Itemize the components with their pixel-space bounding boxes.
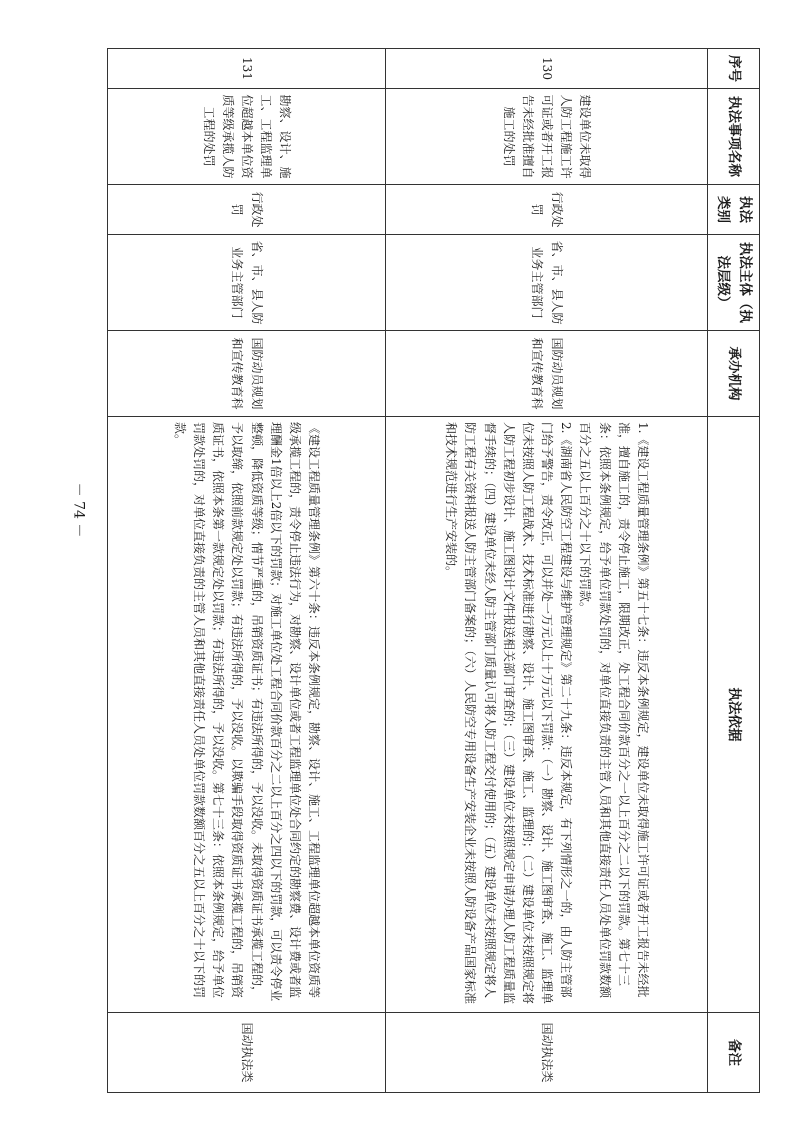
table-row: [108, 49, 386, 1093]
row-130-subject: 省、市、县人防业务主管部门: [386, 235, 708, 331]
row-130-basis-1: 1.《建设工程质量管理条例》第五十七条：违反本条例规定，建设单位未取得施工许可证或者开工报告未经批准，擅自施工的，责令停止施工，限期改正，处工程合同价款百分之一以上百分之二以下的罚款。第七十三条：依照本条例规定，给予单位罚款处罚的，对单位直接负责的主管人员和其他直接责任人员处单位罚款数额百分之五以上百分之十以下的罚款。: [578, 422, 651, 999]
page-number: － 74 －: [70, 482, 87, 538]
row-131-category: 行政处罚: [108, 185, 386, 235]
header-category: 执法类别: [708, 185, 760, 235]
enforcement-table: [107, 48, 760, 1093]
row-131-item: 勘察、设计、施工、工程监理单位超越本单位资质等级承揽人防工程的处罚: [108, 89, 386, 185]
header-org: 承办机构: [708, 331, 760, 417]
row-130-seq: 130: [386, 49, 708, 89]
header-remark: 备注: [708, 1013, 760, 1093]
header-basis: 执法依据: [708, 417, 760, 1013]
rotated-table-container: [108, 48, 760, 1092]
row-130-basis: [386, 417, 708, 1013]
row-131-basis-1: 《建设工程质量管理条例》第六十条：违反本条例规定，勘察、设计、施工、工程监理单位超越本单位资质等级承揽工程的，责令停止违法行为，对勘察、设计单位或者工程监理单位处合同约定的勘察费、设计费或者监理酬金1倍以上2倍以下的罚款；对施工单位处工程合同价款百分之二以上百分之四以下的罚款，可以责令停业整顿，降低资质等级；情节严重的，吊销资质证书；有违法所得的，予以没收。未取得资质证书承揽工程的，予以取缔，依照前款规定处以罚款；有违法所得的，予以没收。以欺骗手段取得资质证书承揽工程的，吊销资质证书，依照本条第一款规定处以罚款；有违法所得的，予以没收。第七十三条：依照本条例规定，给予单位罚款处罚的，对单位直接负责的主管人员和其他直接责任人员处单位罚款数额百分之五以上百分之十以下的罚款。: [172, 422, 322, 1002]
header-seq: 序号: [708, 49, 760, 89]
row-131-org: 国防动员规划和宣传教育科: [108, 331, 386, 417]
table-row: [386, 49, 708, 1093]
row-130-org: 国防动员规划和宣传教育科: [386, 331, 708, 417]
row-130-item: 建设单位未取得人防工程施工许可证或者开工报告未经批准擅自施工的处罚: [386, 89, 708, 185]
row-131-basis: [108, 417, 386, 1013]
header-item: 执法事项名称: [708, 89, 760, 185]
row-131-subject: 省、市、县人防业务主管部门: [108, 235, 386, 331]
row-130-remark: 国动执法类: [386, 1013, 708, 1093]
table-header-row: [708, 49, 760, 1093]
row-130-basis-2: 2.《湖南省人民防空工程建设与维护管理规定》第二十九条：违反本规定，有下列情形之一的，由人防主管部门给予警告，责令改正，可以并处一万元以上十万元以下罚款：（一）勘察、设计、施工图审查、施工、监理单位未按照人防工程战术、技术标准进行勘察、设计、施工图审查、施工、监理的；（二）建设单位未按照规定将人防工程初步设计、施工图设计文件报送相关部门审查的；（三）建设单位未按照规定申请办理人防工程质量监督手续的；（四）建设单位未经人防主管部门质量认可将人防工程交付使用的；（五）建设单位未按照规定将人防工程有关资料报送人防主管部门备案的；（六）人民防空专用设备生产安装企业未按照人防设备产品国家标准和技术规范进行生产安装的。: [444, 422, 574, 1005]
row-130-category: 行政处罚: [386, 185, 708, 235]
header-subject: 执法主体（执法层级）: [708, 235, 760, 331]
row-131-remark: 国动执法类: [108, 1013, 386, 1093]
row-131-seq: 131: [108, 49, 386, 89]
